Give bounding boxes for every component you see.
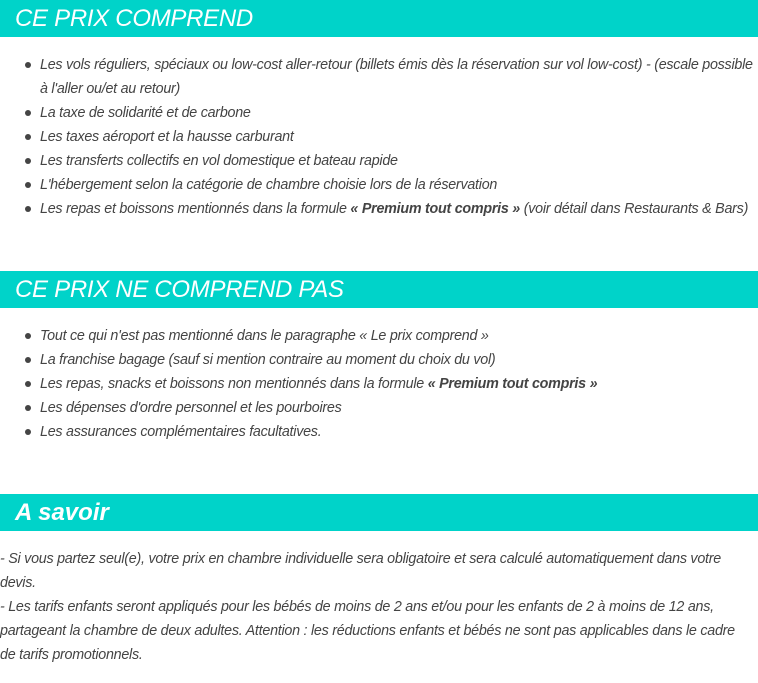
info-paragraph-single-room: - Si vous partez seul(e), votre prix en chambre individuelle sera obligatoire et sera calculé automatiquement dans votre devis.: [0, 551, 721, 591]
section-header-excluded: CE PRIX NE COMPREND PAS: [0, 271, 758, 308]
excluded-list: [0, 324, 758, 444]
item-text: (voir détail dans Restaurants & Bars): [520, 201, 749, 217]
list-item: Les dépenses d'ordre personnel et les pourboires: [40, 396, 758, 420]
info-paragraph-child-rates: - Les tarifs enfants seront appliqués pour les bébés de moins de 2 ans et/ou pour les enfants de 2 à moins de 12 ans, partageant la chambre de deux adultes. Attention : les réductions enfants et bébés ne sont pas applicables dans le cadre de tarifs promotionnels.: [0, 599, 735, 663]
list-item: La taxe de solidarité et de carbone: [40, 101, 758, 125]
list-item: Les taxes aéroport et la hausse carburant: [40, 125, 758, 149]
section-header-info: A savoir: [0, 494, 758, 531]
list-item: L'hébergement selon la catégorie de chambre choisie lors de la réservation: [40, 173, 758, 197]
item-text: Les repas, snacks et boissons non mentionnés dans la formule: [40, 376, 428, 392]
included-list: [0, 53, 758, 221]
list-item: Les assurances complémentaires facultatives.: [40, 420, 758, 444]
list-item: Les transferts collectifs en vol domestique et bateau rapide: [40, 149, 758, 173]
formula-name: « Premium tout compris »: [350, 201, 520, 217]
list-item: Tout ce qui n'est pas mentionné dans le paragraphe « Le prix comprend »: [40, 324, 758, 348]
list-item: [40, 197, 758, 221]
list-item: Les vols réguliers, spéciaux ou low-cost aller-retour (billets émis dès la réservation sur vol low-cost) - (escale possible à l'aller ou/et au retour): [40, 53, 758, 101]
section-header-included: CE PRIX COMPREND: [0, 0, 758, 37]
list-item: La franchise bagage (sauf si mention contraire au moment du choix du vol): [40, 348, 758, 372]
list-item: [40, 372, 758, 396]
item-text: Les repas et boissons mentionnés dans la formule: [40, 201, 351, 217]
formula-name: « Premium tout compris »: [427, 376, 598, 392]
